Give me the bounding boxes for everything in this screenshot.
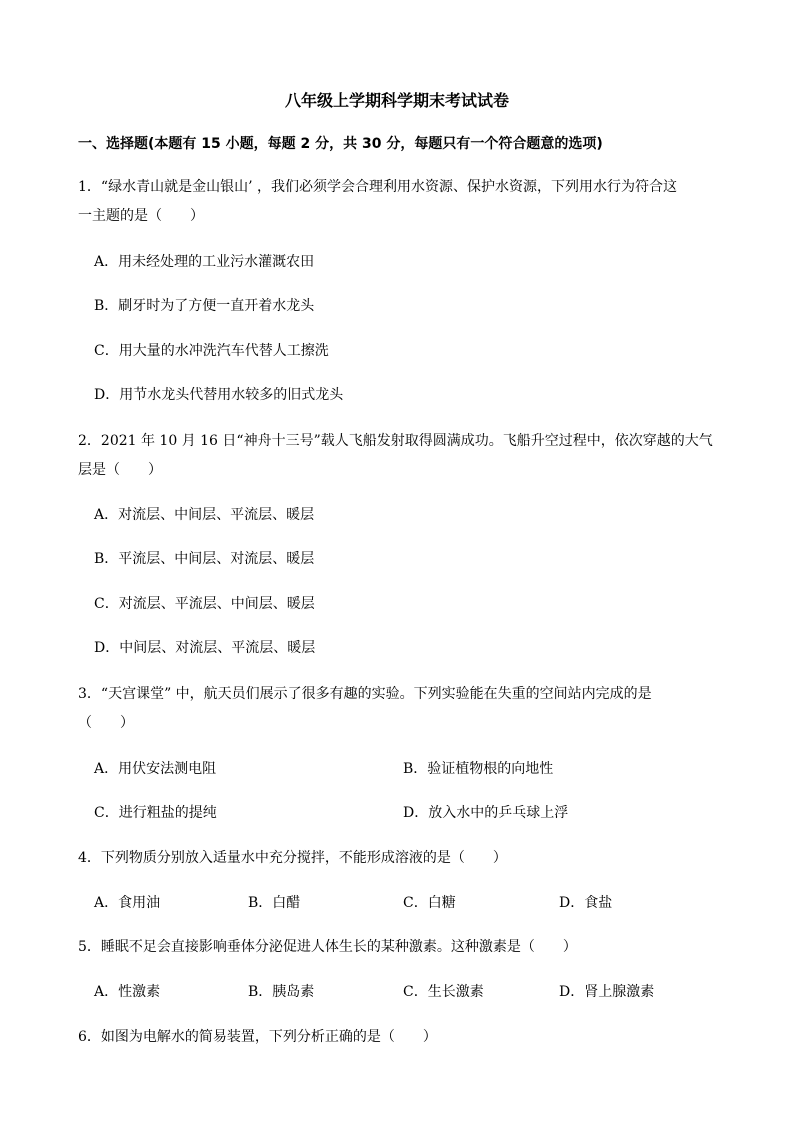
question-2-line-2: 层是（ ） xyxy=(78,462,162,478)
question-5-option-a: A．性激素 xyxy=(94,984,161,1000)
question-4-option-d: D．食盐 xyxy=(559,895,613,911)
question-1-option-a: A．用未经处理的工业污水灌溉农田 xyxy=(94,254,315,270)
question-5-option-c: C．生长激素 xyxy=(403,984,484,1000)
question-3-option-a: A．用伏安法测电阻 xyxy=(94,761,217,777)
question-1-option-b: B．刷牙时为了方便一直开着水龙头 xyxy=(94,298,315,314)
question-3-line-2: （ ） xyxy=(78,715,134,731)
question-1-option-c: C．用大量的水冲洗汽车代替人工擦洗 xyxy=(94,343,329,359)
question-2-line-1: 2．2021 年 10 月 16 日“神舟十三号”载人飞船发射取得圆满成功。飞船升空过程中，依次穿越的大气 xyxy=(78,433,713,449)
question-5-option-d: D．肾上腺激素 xyxy=(559,984,655,1000)
question-1-line-2: 一主题的是（ ） xyxy=(78,208,204,224)
question-2-option-c: C．对流层、平流层、中间层、暖层 xyxy=(94,596,315,612)
question-3-option-c: C．进行粗盐的提纯 xyxy=(94,805,217,821)
question-3-line-1: 3．“天宫课堂” 中，航天员们展示了很多有趣的实验。下列实验能在失重的空间站内完成的是 xyxy=(78,686,652,702)
question-3-option-d: D．放入水中的乒乓球上浮 xyxy=(403,805,569,821)
question-2-option-a: A．对流层、中间层、平流层、暖层 xyxy=(94,507,315,523)
question-4-option-a: A．食用油 xyxy=(94,895,161,911)
question-4-line-1: 4．下列物质分别放入适量水中充分搅拌，不能形成溶液的是（ ） xyxy=(78,850,507,866)
section-heading: 一、选择题(本题有 15 小题，每题 2 分，共 30 分，每题只有一个符合题意的选项) xyxy=(78,136,603,152)
question-1-line-1: 1．“绿水青山就是金山银山’ ，我们必须学会合理利用水资源、保护水资源，下列用水行为符合这 xyxy=(78,179,677,195)
question-6-line-1: 6．如图为电解水的简易装置，下列分析正确的是（ ） xyxy=(78,1029,437,1045)
question-2-option-d: D．中间层、对流层、平流层、暖层 xyxy=(94,640,316,656)
question-5-line-1: 5．睡眠不足会直接影响垂体分泌促进人体生长的某种激素。这种激素是（ ） xyxy=(78,939,577,955)
question-2-option-b: B．平流层、中间层、对流层、暖层 xyxy=(94,551,315,567)
question-1-option-d: D．用节水龙头代替用水较多的旧式龙头 xyxy=(94,387,344,403)
question-4-option-c: C．白糖 xyxy=(403,895,456,911)
question-4-option-b: B．白醋 xyxy=(248,895,301,911)
page-title: 八年级上学期科学期末考试试卷 xyxy=(284,91,509,110)
question-5-option-b: B．胰岛素 xyxy=(248,984,315,1000)
question-3-option-b: B．验证植物根的向地性 xyxy=(403,761,554,777)
